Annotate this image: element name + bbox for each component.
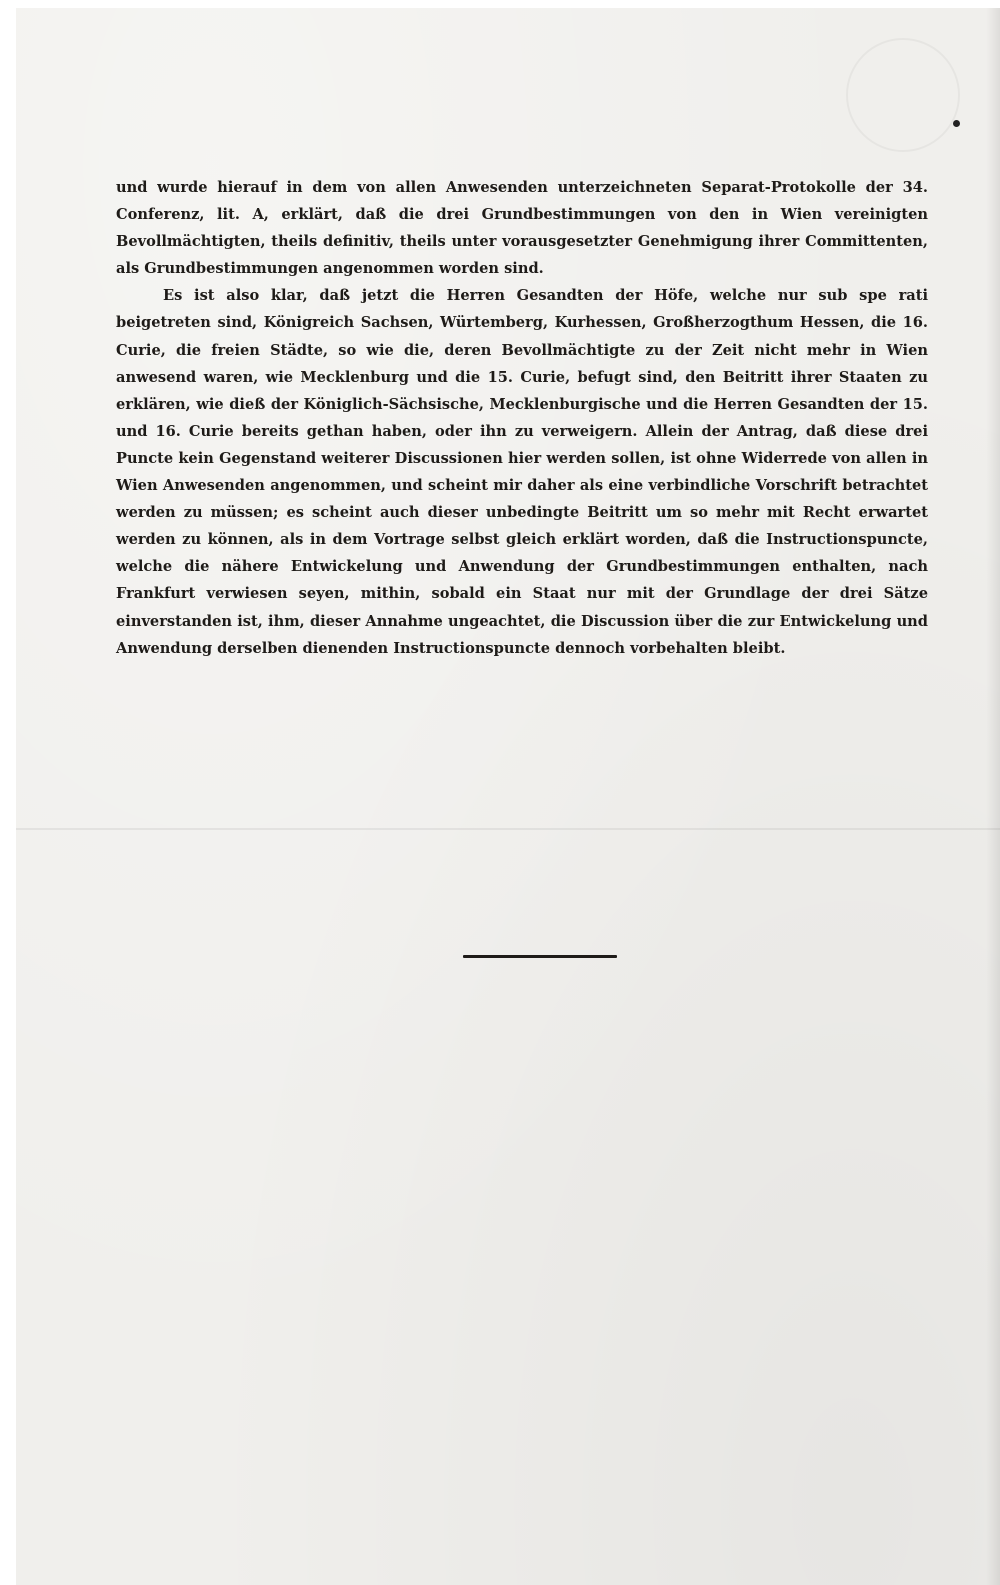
ink-speck [953,120,960,127]
scanned-page [16,8,1000,1585]
page-edge-shadow [986,8,1000,1585]
body-text [116,174,928,662]
paragraph-2: Es ist also klar, daß jetzt die Herren Gesandten der Höfe, welche nur sub spe rati beigetreten sind, Königreich Sachsen, Würtemberg, Kurhessen, Großherzogthum Hessen, die 16. Curie, die freien Städte, so wie die, deren Bevollmächtigte zu der Zeit nicht mehr in Wien anwesend waren, wie Mecklenburg und die 15. Curie, befugt sind, den Beitritt ihrer Staaten zu erklären, wie dieß der Königlich-Sächsische, Mecklenburgische und die Herren Gesandten der 15. und 16. Curie bereits gethan haben, oder ihn zu verweigern. Allein der Antrag, daß diese drei Puncte kein Gegenstand weiterer Discussionen hier werden sollen, ist ohne Widerrede von allen in Wien Anwesenden angenommen, und scheint mir daher als eine verbindliche Vorschrift betrachtet werden zu müssen; es scheint auch dieser unbedingte Beitritt um so mehr mit Recht erwartet werden zu können, als in dem Vortrage selbst gleich erklärt worden, daß die Instructionspuncte, welche die nähere Entwickelung und Anwendung der Grundbestimmungen enthalten, nach Frankfurt verwiesen seyen, mithin, sobald ein Staat nur mit der Grundlage der drei Sätze einverstanden ist, ihm, dieser Annahme ungeachtet, die Discussion über die zur Entwickelung und Anwendung derselben dienenden Instructionspuncte dennoch vorbehalten bleibt. [116,287,928,657]
faded-stamp-mark [846,38,960,152]
paragraph-1: und wurde hierauf in dem von allen Anwesenden unterzeichneten Separat-Protokolle der 34. Conferenz, lit. A, erklärt, daß die drei Grundbestimmungen von den in Wien vereinigten Bevollmächtigten, theils definitiv, theils unter vorausgesetzter Genehmigung ihrer Committenten, als Grundbestimmungen angenommen worden sind. [116,179,928,278]
section-divider-rule [463,955,617,958]
page-fold-line [16,828,1000,830]
